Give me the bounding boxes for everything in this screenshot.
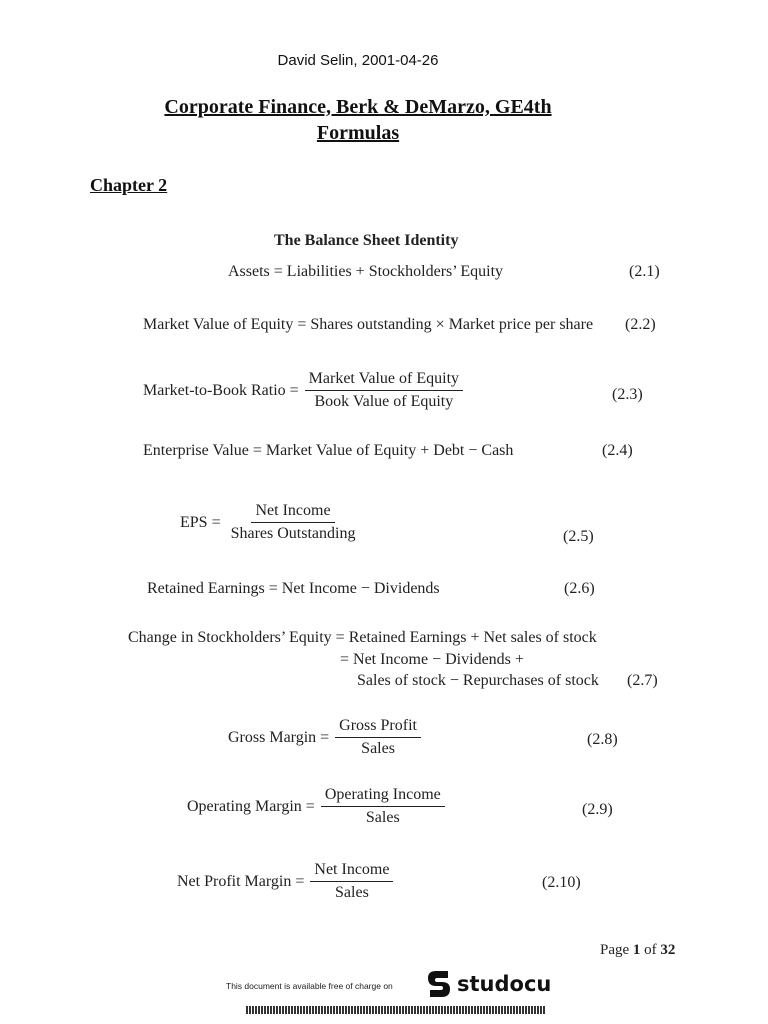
equation-2-1: Assets = Liabilities + Stockholders’ Equity (228, 263, 504, 280)
numerator: Market Value of Equity (305, 370, 463, 391)
denominator: Sales (335, 884, 369, 901)
equation-2-5 (180, 502, 359, 543)
equation-2-7-line-3: Sales of stock − Repurchases of stock (357, 672, 599, 689)
document-title (0, 94, 716, 146)
equation-2-5-lhs: EPS = (180, 513, 221, 531)
equation-2-7-line-1: Change in Stockholders’ Equity = Retained Earnings + Net sales of stock (128, 629, 597, 646)
studocu-logo-icon (424, 968, 454, 1000)
page-word: Page (600, 942, 630, 958)
equation-number-2-2: (2.2) (625, 316, 656, 333)
denominator: Sales (365, 809, 400, 826)
fraction (335, 717, 421, 758)
equation-number-2-10: (2.10) (542, 874, 581, 891)
equation-2-3 (143, 370, 463, 411)
equation-2-6: Retained Earnings = Net Income − Dividends (147, 580, 440, 597)
title-line-2: Formulas (316, 122, 400, 144)
chapter-heading: Chapter 2 (90, 175, 168, 195)
equation-2-9-lhs: Operating Margin = (187, 797, 315, 815)
page-current: 1 (632, 942, 641, 958)
equation-2-8 (228, 717, 421, 758)
equation-2-3-lhs: Market-to-Book Ratio = (143, 381, 299, 399)
equation-number-2-1: (2.1) (629, 263, 660, 280)
fraction (227, 502, 360, 543)
fraction (310, 861, 393, 902)
numerator: Operating Income (321, 786, 445, 807)
equation-number-2-3: (2.3) (612, 386, 643, 403)
studocu-logo-link[interactable] (424, 968, 551, 1000)
title-line-1: Corporate Finance, Berk & DeMarzo, GE4th (164, 96, 552, 118)
numerator: Net Income (251, 502, 334, 523)
equation-number-2-9: (2.9) (582, 801, 613, 818)
author-line: David Selin, 2001-04-26 (277, 52, 439, 69)
page-of: of (644, 942, 657, 958)
denominator: Sales (361, 740, 395, 757)
equation-2-8-lhs: Gross Margin = (228, 728, 330, 746)
equation-number-2-6: (2.6) (564, 580, 595, 597)
equation-number-2-7: (2.7) (627, 672, 658, 689)
page-indicator (600, 942, 675, 959)
section-heading: The Balance Sheet Identity (274, 232, 459, 249)
barcode-strip (246, 1006, 546, 1014)
equation-number-2-5: (2.5) (563, 528, 594, 545)
fraction (321, 786, 445, 827)
numerator: Gross Profit (335, 717, 421, 738)
equation-number-2-4: (2.4) (602, 442, 633, 459)
equation-2-4: Enterprise Value = Market Value of Equity + Debt − Cash (143, 442, 514, 459)
studocu-brand: studocu (457, 972, 552, 996)
page-total: 32 (660, 942, 676, 958)
equation-2-7-line-2: = Net Income − Dividends + (340, 651, 524, 668)
equation-2-2: Market Value of Equity = Shares outstanding × Market price per share (143, 316, 594, 333)
denominator: Shares Outstanding (230, 525, 356, 542)
equation-2-9 (187, 786, 445, 827)
equation-2-10-lhs: Net Profit Margin = (177, 872, 305, 890)
equation-2-10 (177, 861, 393, 902)
equation-number-2-8: (2.8) (587, 731, 618, 748)
availability-note: This document is available free of charge on (226, 981, 393, 991)
numerator: Net Income (310, 861, 393, 882)
denominator: Book Value of Equity (314, 393, 454, 410)
fraction (305, 370, 463, 411)
